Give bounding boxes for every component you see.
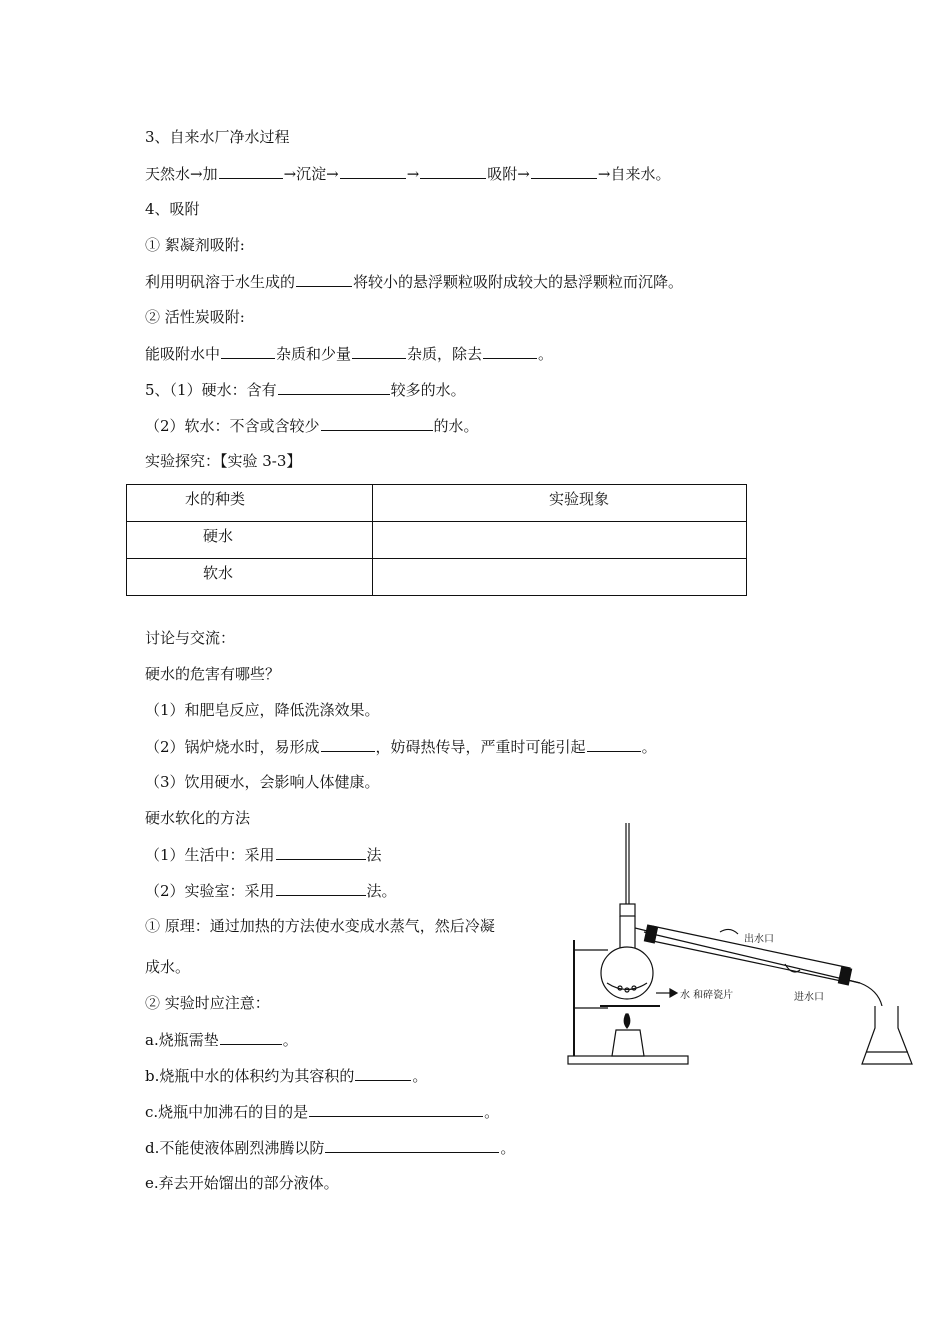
label-inlet: 进水口 bbox=[794, 992, 824, 1003]
flocculant-text bbox=[145, 271, 683, 292]
softening-lab bbox=[145, 880, 397, 901]
fill-blank[interactable] bbox=[309, 1101, 483, 1117]
label-water-chips: 水 和碎瓷片 bbox=[680, 990, 734, 1001]
text-part: 。 bbox=[282, 1031, 298, 1049]
stand-base bbox=[568, 1056, 688, 1064]
fill-blank[interactable] bbox=[220, 1029, 282, 1045]
table-row bbox=[127, 522, 747, 559]
arrow-head bbox=[670, 989, 677, 997]
fill-blank[interactable] bbox=[483, 343, 537, 359]
header-water-type: 水的种类 bbox=[185, 490, 246, 508]
text-part: （1）生活中：采用 bbox=[145, 846, 275, 864]
hazard-item-1: （1）和肥皂反应，降低洗涤效果。 bbox=[145, 701, 380, 719]
note-d bbox=[145, 1137, 515, 1158]
note-a bbox=[145, 1029, 298, 1050]
adapter-tube bbox=[860, 983, 882, 1006]
result-cell[interactable] bbox=[373, 522, 747, 559]
header-cell bbox=[127, 485, 373, 522]
text-part: 。 bbox=[412, 1067, 428, 1085]
fill-blank[interactable] bbox=[276, 844, 366, 860]
header-phenomenon: 实验现象 bbox=[549, 490, 610, 508]
fill-blank[interactable] bbox=[340, 163, 406, 179]
text-part: 。 bbox=[500, 1139, 516, 1157]
distilling-flask bbox=[601, 947, 653, 999]
flow-part-5: →自来水。 bbox=[597, 165, 671, 183]
fill-blank[interactable] bbox=[321, 736, 375, 752]
table-cell bbox=[127, 559, 373, 596]
activated-carbon-text bbox=[145, 343, 553, 364]
note-c bbox=[145, 1101, 499, 1122]
discussion-question: 硬水的危害有哪些？ bbox=[145, 665, 281, 683]
fill-blank[interactable] bbox=[352, 343, 406, 359]
fill-blank[interactable] bbox=[321, 415, 433, 431]
note-e: e.弃去开始馏出的部分液体。 bbox=[145, 1174, 339, 1192]
fill-blank[interactable] bbox=[278, 379, 390, 395]
header-cell bbox=[373, 485, 747, 522]
row-result bbox=[373, 559, 746, 562]
table-header-row bbox=[127, 485, 747, 522]
activated-carbon-heading: ② 活性炭吸附: bbox=[145, 308, 245, 326]
experiment-title: 实验探究：【实验 3-3】 bbox=[145, 452, 302, 470]
flow-part-1: 天然水→加 bbox=[145, 165, 218, 183]
row-water-type: 硬水 bbox=[203, 527, 234, 545]
table-row bbox=[127, 559, 747, 596]
distillation-apparatus-diagram bbox=[560, 818, 920, 1073]
flame bbox=[624, 1014, 630, 1028]
text-part: 5、（1）硬水：含有 bbox=[145, 381, 277, 399]
principle-line-2: 成水。 bbox=[145, 958, 191, 976]
alcohol-lamp bbox=[612, 1030, 644, 1056]
text-part: 杂质和少量 bbox=[276, 345, 352, 363]
text-part: 法。 bbox=[366, 882, 397, 900]
hazard-item-2 bbox=[145, 736, 657, 757]
table-cell bbox=[127, 522, 373, 559]
flow-part-2: →沉淀→ bbox=[283, 165, 339, 183]
text-part: 能吸附水中 bbox=[145, 345, 221, 363]
text-part: ，妨碍热传导，严重时可能引起 bbox=[375, 738, 586, 756]
text-part: 。 bbox=[641, 738, 657, 756]
text-part: （2）软水：不含或含较少 bbox=[145, 417, 320, 435]
fill-blank[interactable] bbox=[531, 163, 597, 179]
note-b bbox=[145, 1065, 427, 1086]
flocculant-heading: ① 絮凝剂吸附: bbox=[145, 236, 245, 254]
hard-water-definition bbox=[145, 379, 466, 400]
text-part: c.烧瓶中加沸石的目的是 bbox=[145, 1103, 309, 1121]
text-part: 较多的水。 bbox=[390, 381, 466, 399]
section-4-heading: 4、吸附 bbox=[145, 200, 200, 218]
fill-blank[interactable] bbox=[221, 343, 275, 359]
notes-title: ② 实验时应注意： bbox=[145, 994, 270, 1012]
fill-blank[interactable] bbox=[355, 1065, 411, 1081]
principle-line-1: ① 原理：通过加热的方法使水变成水蒸气，然后冷凝 bbox=[145, 917, 495, 935]
section-3-heading: 3、自来水厂净水过程 bbox=[145, 128, 290, 146]
fill-blank[interactable] bbox=[587, 736, 641, 752]
label-outlet: 出水口 bbox=[744, 934, 774, 945]
text-part: 利用明矾溶于水生成的 bbox=[145, 273, 296, 291]
fill-blank[interactable] bbox=[325, 1137, 499, 1153]
text-part: 杂质，除去 bbox=[407, 345, 483, 363]
row-water-type: 软水 bbox=[203, 564, 234, 582]
receiving-flask bbox=[862, 1006, 912, 1064]
result-cell[interactable] bbox=[373, 559, 747, 596]
row-result bbox=[373, 522, 746, 525]
fill-blank[interactable] bbox=[219, 163, 283, 179]
discussion-title: 讨论与交流： bbox=[145, 629, 236, 647]
outlet-pipe bbox=[720, 929, 738, 934]
text-part: d.不能使液体剧烈沸腾以防 bbox=[145, 1139, 325, 1157]
text-part: （2）实验室：采用 bbox=[145, 882, 275, 900]
softening-life bbox=[145, 844, 382, 865]
experiment-table bbox=[126, 484, 747, 596]
text-part: 法 bbox=[366, 846, 382, 864]
text-part: （2）锅炉烧水时，易形成 bbox=[145, 738, 320, 756]
water-treatment-flow bbox=[145, 163, 670, 184]
softening-title: 硬水软化的方法 bbox=[145, 809, 251, 827]
hazard-item-3: （3）饮用硬水，会影响人体健康。 bbox=[145, 773, 380, 791]
text-part: 的水。 bbox=[433, 417, 479, 435]
stopper bbox=[620, 904, 635, 916]
text-part: a.烧瓶需垫 bbox=[145, 1031, 219, 1049]
flow-part-3: → bbox=[406, 165, 420, 183]
text-part: b.烧瓶中水的体积约为其容积的 bbox=[145, 1067, 355, 1085]
text-part: 。 bbox=[538, 345, 554, 363]
fill-blank[interactable] bbox=[276, 880, 366, 896]
text-part: 。 bbox=[484, 1103, 500, 1121]
soft-water-definition bbox=[145, 415, 479, 436]
flow-part-4: 吸附→ bbox=[487, 165, 530, 183]
fill-blank[interactable] bbox=[420, 163, 486, 179]
text-part: 将较小的悬浮颗粒吸附成较大的悬浮颗粒而沉降。 bbox=[353, 273, 684, 291]
fill-blank[interactable] bbox=[296, 271, 352, 287]
